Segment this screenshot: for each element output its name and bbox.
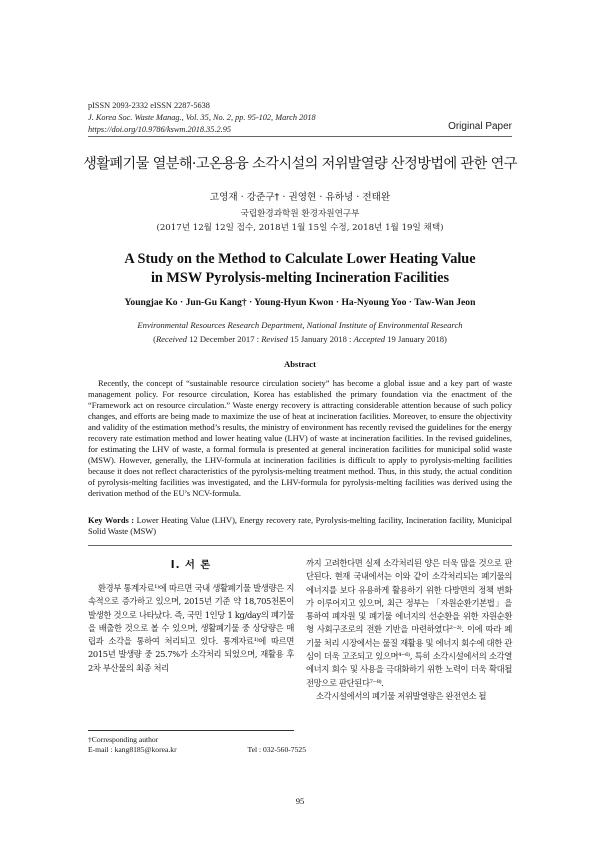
doi-link[interactable]: https://doi.org/10.9786/kswm.2018.35.2.95: [88, 125, 232, 134]
english-title-line-1: A Study on the Method to Calculate Lower Heating Value: [124, 251, 476, 267]
header-divider: [88, 136, 512, 137]
corresponding-author-footnote: [88, 735, 306, 755]
right-paragraph-1: 까지 고려한다면 실제 소각처리된 양은 더욱 많을 것으로 판단된다. 현재 국내에서는 이와 같이 소각처리되는 폐기물의 에너지를 보다 유용하게 활용하기 위한 다방면의 정책 변화가 이루어지고 있으며, 최근 정부는 「자원순환기본법」을 통하여 폐자원 및 폐기물 에너지의 선순환을 위한 자원순환형 사회구조로의 전환 기반을 마련하였다²⁻³⁾. 이에 따라 폐기물 처리 시장에서는 물질 재활용 및 에너지 회수에 대한 관심이 더욱 고조되고 있으며⁴⁻⁶⁾, 특히 소각시설에서의 소각열에너지 회수 및 사용을 극대화하기 위한 노력이 더욱 확대될 전망으로 판단된다⁷⁻⁸⁾.: [306, 558, 512, 688]
english-authors: Youngjae Ko · Jun-Gu Kang† · Young-Hyun Kwon · Ha-Nyoung Yoo · Taw-Wan Jeon: [124, 297, 476, 308]
footnote-divider: [88, 730, 294, 731]
korean-affiliation: 국립환경과학원 환경자원연구부: [240, 209, 360, 219]
journal-header: [88, 100, 388, 136]
revised-label: Revised: [261, 334, 288, 344]
abstract-divider: [88, 545, 512, 546]
accepted-date: 19 January 2018: [387, 334, 445, 344]
korean-dates: (2017년 12월 12일 접수, 2018년 1월 15일 수정, 2018년 1월 19일 채택): [156, 223, 444, 233]
received-label: Received: [155, 334, 187, 344]
english-title: [0, 250, 600, 288]
revised-date: 15 January 2018: [290, 334, 347, 344]
received-date: 12 December 2017: [189, 334, 255, 344]
keywords-label: Key Words :: [88, 515, 135, 525]
issn-line: pISSN 2093-2332 eISSN 2287-5638: [88, 101, 210, 110]
body-column-left: [88, 582, 294, 675]
author-email[interactable]: E-mail : kang8185@korea.kr: [88, 745, 177, 754]
citation-line: J. Korea Soc. Waste Manag., Vol. 35, No. 2, pp. 95-102, March 2018: [88, 113, 316, 122]
english-title-line-2: in MSW Pyrolysis-melting Incineration Facilities: [150, 270, 450, 286]
section-heading-introduction: I. 서 론: [170, 560, 212, 571]
page-number: 95: [295, 796, 305, 806]
right-paragraph-2: 소각시설에서의 폐기물 저위발열량은 완전연소 될: [316, 690, 487, 701]
keywords-list: Lower Heating Value (LHV), Energy recovery rate, Pyrolysis-melting facility, Incineration facility, Municipal Solid Waste (MSW): [88, 515, 512, 537]
abstract-heading: Abstract: [284, 359, 316, 369]
article-type-label: Original Paper: [448, 121, 512, 132]
english-affiliation: Environmental Resources Research Department, National Institute of Environmental Research: [137, 320, 463, 330]
keywords: [88, 515, 512, 537]
left-paragraph-1: 환경부 통계자료¹⁾에 따르면 국내 생활폐기물 발생량은 지속적으로 증가하고 있으며, 2015년 기준 약 18,705천톤이 발생한 것으로 나타났다. 즉, 국민 1인당 1 kg/day의 폐기물을 배출한 것으로 볼 수 있으며, 생활폐기물 중 상당량은 매립과 소각을 통하여 처리되고 있다. 통계자료¹⁾에 따르면 2015년 발생량 중 25.7%가 소각처리 되었으며, 재활용 후 2차 부산물의 최종 처리: [88, 583, 294, 673]
abstract-body: Recently, the concept of “sustainable resource circulation society” has become a global issue and a key part of waste management policy. For resource circulation, Korea has established the primary foundation via the enactment of the “Framework act on resource circulation.” Waste energy recovery is attracting considerable attention because of such policy changes, and efforts are being made to maximize the use of heat at incineration facilities. Moreover, to ensure the objectivity and validity of the estimation method’s results, the ministry of environment has recently revised the guidelines for the energy recovery rate estimation method and lower heating value (LHV) of waste at incineration facilities. In the revised guidelines, for estimating the LHV of waste, a formal formula is presented at general incineration facilities for municipal solid waste (MSW). However, generally, the LHV-formula at incineration facilities is difficult to apply to pyrolysis-melting facilities because it does not reflect characteristics of the pyrolysis-melting treatment method. Thus, in this study, the actual condition of pyrolysis-melting facilities was investigated, and the LHV-formula for pyrolysis-melting facilities was derived using the derivation method of the EU’s NCV-formula.: [88, 378, 512, 499]
body-column-right: [306, 557, 512, 703]
english-dates: (Received 12 December 2017 : Revised 15 January 2018 : Accepted 19 January 2018): [153, 334, 447, 344]
accepted-label: Accepted: [353, 334, 386, 344]
korean-title: 생활폐기물 열분해·고온용융 소각시설의 저위발열량 산정방법에 관한 연구: [83, 156, 517, 172]
korean-authors: 고영재 · 강준구† · 권영현 · 유하녕 · 전태완: [209, 192, 391, 203]
corresponding-label: †Corresponding author: [88, 735, 159, 744]
author-phone: Tel : 032-560-7525: [247, 745, 306, 754]
